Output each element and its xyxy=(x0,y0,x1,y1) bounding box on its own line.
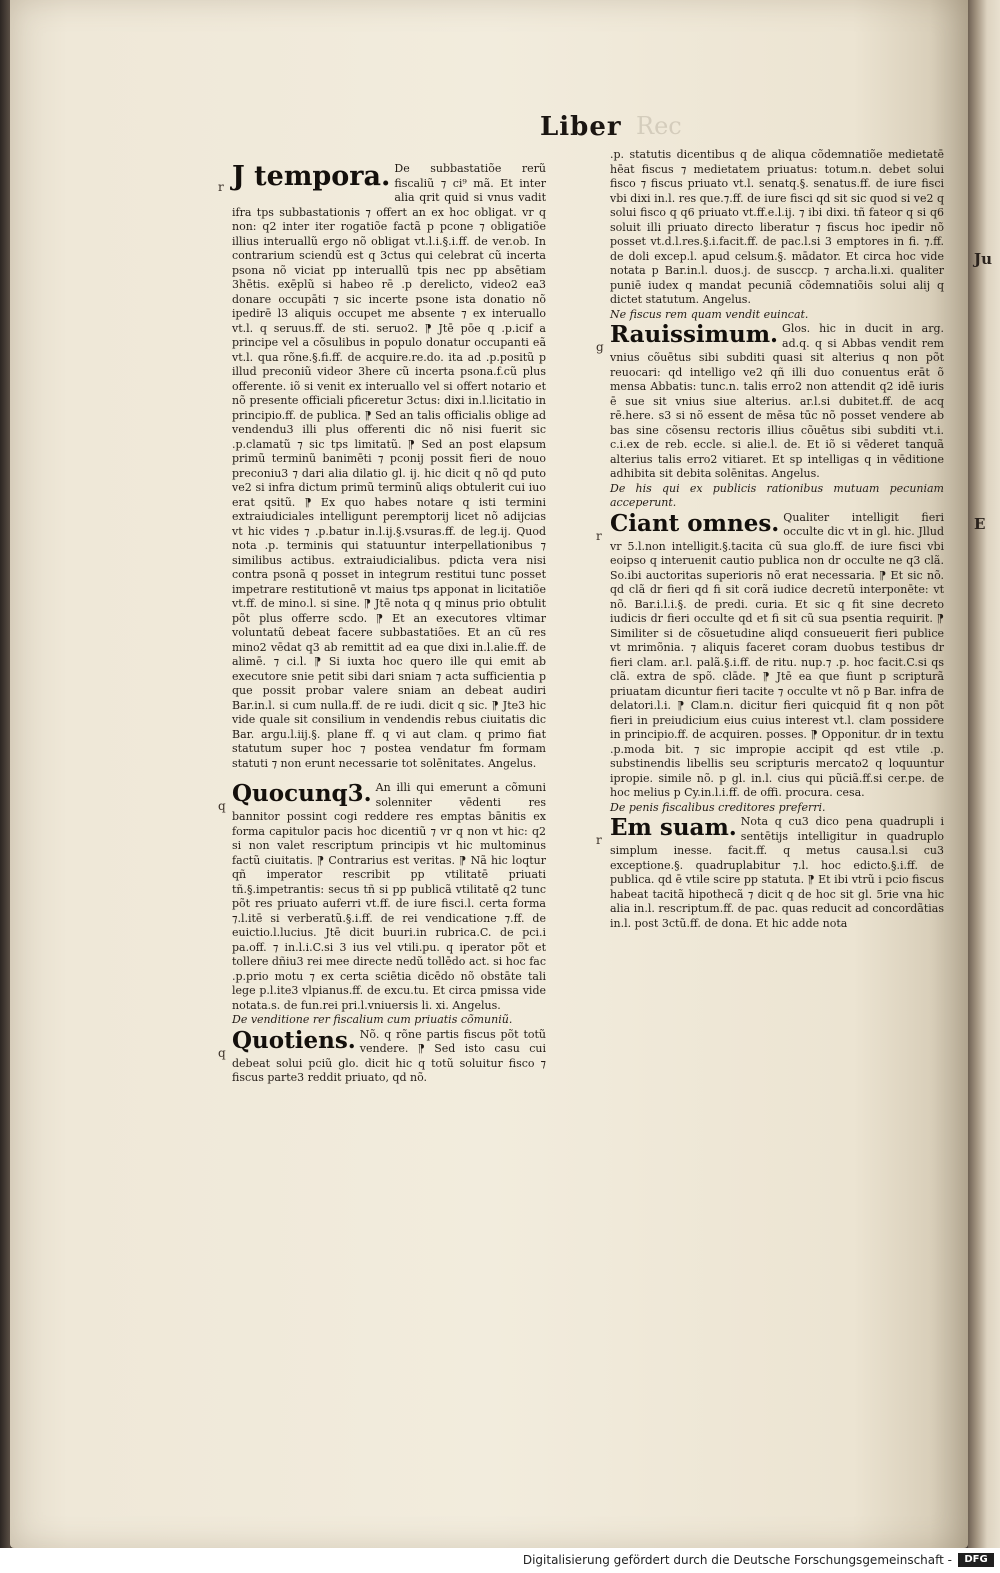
gloss-section xyxy=(218,1026,546,1086)
margin-letter: r xyxy=(596,833,602,847)
lemma-heading: Rauissimum. xyxy=(610,321,779,348)
lemma-heading: Quotiens. xyxy=(232,1026,356,1054)
gloss-text: Glos. hic in ducit in arg. ad.q. q si Abbas vendit rem vnius cõuētus sibi subditi quasi sit alterius q non põt reuocari: qd intelligo ve2 qñ illi duo conuentus erāt õ mensa Abbatis: tunc.n. talis erro2 non attendit q2 idē iuris ē sue sit vnius siue alterius. ar.l.si dubitet.ff. de acq rē.here. s3 si nõ essent de mēsa tūc nõ posset vendere ab bas sine cõsensu rectoris illius cõuētus sibi subditi vt.i. c.i.ex de reb. eccle. si alie.l. de. Et iõ si vēderet tanquã alterius talis erro2 vitiaret. Et sp intelligas q in vēditione adhibita sit debita solēnitas. Angelus. xyxy=(610,322,944,480)
binding-edge xyxy=(0,0,10,1573)
gloss-section xyxy=(218,780,546,1013)
gloss-text: Qualiter intelligit fieri occulte dic vt in gl. hic. Jllud vr 5.l.non intelligit.§.tacita cũ sua glo.ff. de iure fisci vbi eoipso q interuenit cautio publica non dr occulte ne q3 clã. So.ibi auctoritas superioris nõ erat necessaria. ⁋ Et sic nõ. qd clã dr fieri qd fi sit corã iudice decretũ interponēte: vt nõ. Bar.i.l.i.§. de predi. curia. Et sic q fit sine decreto iudicis dr fieri occulte qd et fi sit cũ sua psentia requirit. ⁋ Similiter si de cõsuetudine aliqd consueuerit fieri publice vt mrimõnia. ⁊ aliquis faceret coram duobus testibus dr fieri clam. ar.l. palã.§.i.ff. de ritu. nup.⁊ .p. hoc facit.C.si qs clã. extra de spõ. clāde. ⁋ Jtē ea que fiunt p scripturã priuatam dicuntur fieri tacite ⁊ occulte vt nõ p Bar. infra de delatori.l.i. ⁋ Clam.n. dicitur fieri quicquid fit q non põt fieri in preiudicium eius cuius interest vt.l. clam possidere in principio.ff. de acquiren. posses. ⁋ Opponitur. dr in textu .p.moda bit. ⁊ sic impropie accipit qd est vtile .p. substinendis libellis seu scripturis mercato2 q loquuntur ipropie. simile nõ. p gl. in.l. cius qui pũciã.ff.si cer.pe. de hoc melius p Cy.in.l.i.ff. de offi. procura. cesa. xyxy=(610,510,944,799)
gloss-text: Nõ. q rõne partis fiscus põt totũ vendere. ⁋ Sed isto casu cui debeat solui pciũ glo. dicit hic q totũ soluitur fisco ⁊ fiscus parte3 reddit priuato, qd nõ. xyxy=(232,1027,546,1084)
show-through-title: Rec xyxy=(636,112,682,140)
lemma-heading: J tempora. xyxy=(232,161,391,192)
gloss-section xyxy=(596,321,944,482)
rubric: De his qui ex publicis rationibus mutuam pecuniam acceperunt. xyxy=(610,481,944,509)
gloss-section xyxy=(596,509,944,801)
rubric: De venditione rer fiscalium cum priuatis cõmuniũ. xyxy=(232,1013,513,1026)
footer-bar xyxy=(0,1548,1000,1573)
rubric: Ne fiscus rem quam vendit euincat. xyxy=(610,307,809,321)
gloss-section xyxy=(596,814,944,931)
left-column xyxy=(218,161,546,1086)
margin-letter: r xyxy=(596,528,602,543)
margin-letter: q xyxy=(218,1045,226,1060)
gloss-text: An illi qui emerunt a cõmuni solenniter vēdenti res bannitor possint cogi reddere res emptas bānitis ex forma capitulor pacis hoc dicentiũ ⁊ vr q non vt hic: q2 si non valet rescriptum principis vt hic multominus factũ ciuitatis. ⁋ Contrarius est veritas. ⁋ Nã hic loqtur qñ imperator rescribit pp vtilitatē priuati tñ.§.impetrantis: secus tñ si pp publicã vtilitatē q2 tunc põt res priuato auferri vt.ff. de iure fisci.l. certa forma ⁊.l.itē si verberatũ.§.i.ff. de rei vendicatione ⁊.ff. de euictio.l.lucius. Jtē dicit buuri.in rubrica.C. de pci.i pa.off. ⁊ in.l.i.C.si 3 ius vel vtili.pu. q iperator põt et tollere dñiu3 rei mee directe nedũ tollēdo act. si hoc fac .p.prio motu ⁊ ex certa sciētia dicēdo nõ obstāte tali lege p.l.ite3 vlpianus.ff. de excu.tu. Et circa pmissa vide notata.s. de fun.rei pri.l.vniuersis li. xi. Angelus. xyxy=(232,781,546,1012)
facing-fragment: E xyxy=(974,515,986,533)
gloss-text: Nota q cu3 dico pena quadrupli i sentētijs intelligitur in quadruplo simplum inesse. facit.ff. q metus causa.l.si cu3 exceptione.§. quadruplabitur ⁊.l. hoc edicto.§.i.ff. de publica. qd ē vtile scire pp statuta. ⁋ Et ibi vtrũ i pcio fiscus habeat tacitã hipothecã ⁊ dicit q de hoc sit gl. 5rie vna hic alia in.l. rescriptum.ff. de pac. quas reducit ad concordãtias in.l. post 3ctũ.ff. de dona. Et hic adde nota xyxy=(610,815,944,930)
funding-credit: Digitalisierung gefördert durch die Deutsche Forschungsgemeinschaft - xyxy=(522,1553,952,1567)
lemma-heading: Ciant omnes. xyxy=(610,509,780,537)
running-title: Liber xyxy=(540,112,622,142)
facing-fragment: Ju xyxy=(974,250,993,268)
rubric: De penis fiscalibus creditores preferri. xyxy=(610,800,826,814)
dfg-logo: DFG xyxy=(958,1553,994,1567)
gloss-section xyxy=(218,161,546,771)
gloss-text: .p. statutis dicentibus q de aliqua cõdemnatiõe medietatē hēat fiscus ⁊ medietatem priuatus: totum.n. debet solui fisco ⁊ fiscus priuato vt.l. senatq.§. senatus.ff. de iure fisci vbi dixi in.l. res que.⁊.ff. de iure fisci qd sit sic quod si ve2 q solui fisco q q6 priuato vt.ff.e.l.ij. ⁊ ibi dixi. tñ fateor q si q6 soluit illi priuato directo liberatur ⁊ fiscus hoc ipedir nõ posset vt.d.l.res.§.i.facit.ff. de pac.l.si 3 emptores in fi. ⁊.ff. de doli excep.l. apud celsum.§. mādator. Et circa hoc vide notata p Bar.in.l. duos.j. de susccp. ⁊ archa.li.xi. qualiter puniē iudex q mandat pecuniã cõdemnatiõis solui alij q dictet statutum. Angelus. xyxy=(610,148,944,306)
lemma-heading: Quocunq3. xyxy=(232,780,372,807)
margin-letter: g xyxy=(596,340,604,354)
right-column xyxy=(596,148,944,931)
lemma-heading: Em suam. xyxy=(610,814,737,841)
book-page xyxy=(10,0,968,1548)
facing-page-edge xyxy=(968,0,1000,1548)
margin-letter: q xyxy=(218,799,226,813)
margin-letter: r xyxy=(218,180,224,194)
gloss-text: De subbastatiõe rerũ fiscaliũ ⁊ ci⁹ mã. Et inter alia qrit quid si vnus vadit ifra tps subbastationis ⁊ offert an ex hoc obligat. vr q non: q2 inter iter rogatiõe factã p pcone ⁊ obligatiõe illius interuallũ ergo nõ obligat vt.l.i.§.i.ff. de ver.ob. In contrarium sciendũ est q 3ctus qui celebrat cũ incerta psona nõ viciat pp interuallũ tpis nec pp absētiam 3hētis. exēplũ si habeo rē .p derelicto, video2 ea3 donare occupāti ⁊ sic incerte psone ista donatio nõ ipedirē l3 aliquis occupet me absente ⁊ ex interuallo vt.l. q seruus.ff. de sti. seruo2. ⁋ Jtē pōe q .p.icif a principe vel a cõsulibus in populo donatur occupanti eã vt.l. qua rõne.§.fi.ff. de acquire.re.do. ita ad .p.positũ p illud preconiũ videor 3here cũ incerta psona.f.cũ plus offerente. iõ si venit ex interuallo vel si offert notario et nõ presente officiali pficeretur 3ctus: dixi in.l.licitatio in principio.ff. de publica. ⁋ Sed an talis officialis oblige ad vendendu3 illi plus offerenti dic nõ nisi fuerit sic .p.clamatũ ⁊ sic tps limitatũ. ⁋ Sed an post elapsum primũ terminũ banimēti ⁊ pconij possit fieri de nouo preconiu3 ⁊ dari alia dilatio gl. ij. hic dicit q nõ qd puto ve2 si infra dictum primũ terminũ aliqs obtulerit cui iuo erat qsitũ. ⁋ Ex quo habes notare q isti termini extraiudiciales intelligunt peremptorij licet nõ adijcias vt hic vides ⁊ .p.batur in.l.ij.§.vsuras.ff. de leg.ij. Quod nota .p. terminis qui statuuntur interpellationibus ⁊ similibus actibus. extraiudicialibus. pdicta vera nisi contra psonã q posset in integrum restitui tunc posset impetrare restitutionē vt maius tps apponat in licitatiõe vt.ff. de mino.l. si sine. ⁋ Jtē nota q q minus prio obtulit põt plus offerre scdo. ⁋ Et an executores vltimar voluntatũ debeat facere subbastatiões. Et an cũ res mino2 vēdat q3 ab remittit ad ea que dixi in.l.alie.ff. de alimē. ⁊ ci.l. ⁋ Si iuxta hoc quero ille qui emit ab executore snie petit sibi dari sniam ⁊ acta sufficientia p que possit probar valere sniam an debeat audiri Bar.in.l. si cum nulla.ff. de re iudi. dicit q sic. ⁋ Jte3 hic vide quale sit consilium in vendendis rebus ciuitatis dic Bar. argu.l.iij.§. plane ff. q vi aut clam. q primo fiat statutum super hoc ⁊ postea vendatur fm formam statuti ⁊ non erunt necessarie tot solēnitates. Angelus. xyxy=(232,162,546,770)
